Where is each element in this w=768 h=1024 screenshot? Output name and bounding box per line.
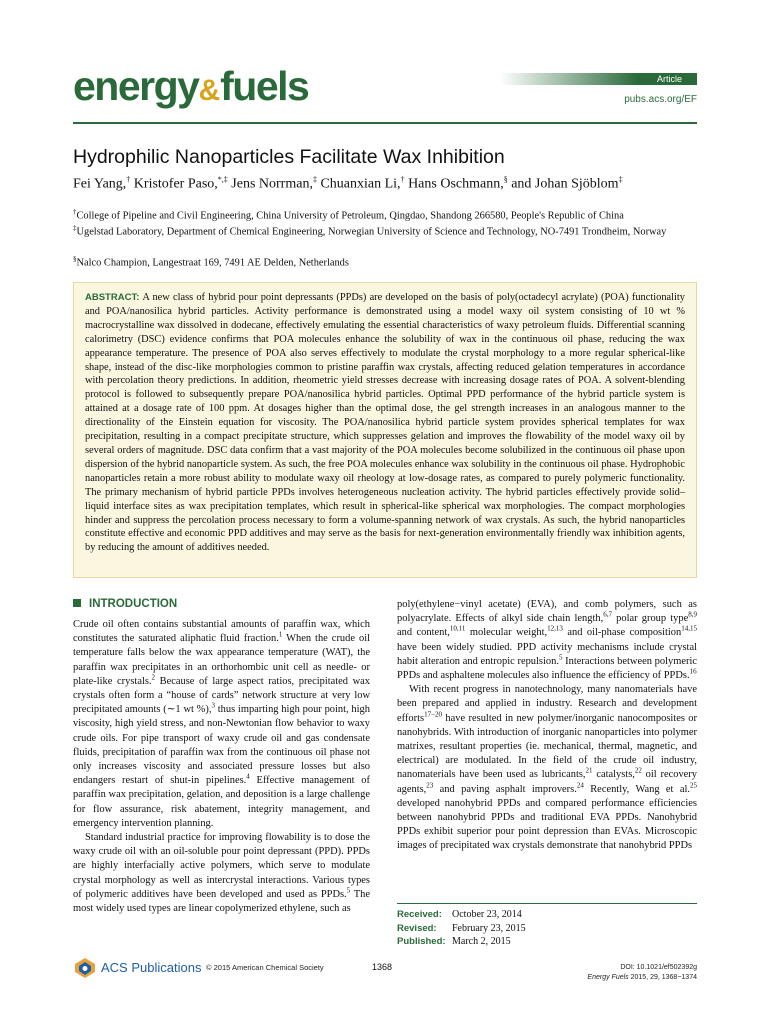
doi-citation bbox=[500, 963, 697, 983]
author-name: Chuanxian Li, bbox=[320, 176, 401, 192]
paragraph-text: have resulted in new polymer/inorganic nanocomposites or nanohybrids. With introduction of inorganic nanoparticles into polymer matrixes, resultant properties (ie. mechanical, thermal, magnetic, and electrical) are modulated. In the field of the crude oil industry, nanomaterials have been used as lubricants, bbox=[397, 712, 697, 781]
citation-ref[interactable]: 5 bbox=[346, 886, 351, 895]
citation-ref[interactable]: 21 bbox=[585, 766, 593, 775]
paragraph-text: With recent progress in nanotechnology, many nanomaterials have been prepared and applied in industry. Research and development efforts bbox=[397, 684, 697, 724]
publisher-name[interactable]: ACS Publications bbox=[101, 960, 202, 975]
logo-ampersand: & bbox=[198, 74, 221, 107]
author-affiliation-marker: † bbox=[400, 175, 405, 184]
citation-ref[interactable]: 16 bbox=[689, 667, 697, 676]
affiliation-text: College of Pipeline and Civil Engineering, China University of Petroleum, Qingdao, Shandong 266580, People's Republic of China bbox=[76, 210, 624, 222]
journal-url-link[interactable]: pubs.acs.org/EF bbox=[624, 94, 697, 105]
paragraph-text: The most widely used types are linear copolymerized ethylene, such as bbox=[73, 888, 370, 915]
paragraph-text: Crude oil often contains substantial amounts of paraffin wax, which constitutes the saturated aliphatic fluid fraction. bbox=[73, 619, 370, 645]
logo-part-fuels: fuels bbox=[220, 63, 309, 109]
author-affiliation-marker: ‡ bbox=[312, 175, 317, 184]
citation-ref[interactable]: 1 bbox=[278, 630, 283, 639]
paragraph bbox=[397, 683, 697, 853]
article-type-badge: Article bbox=[642, 73, 697, 85]
citation-ref[interactable]: 2 bbox=[151, 673, 156, 682]
citation-ref[interactable]: 23 bbox=[426, 781, 434, 790]
history-dates bbox=[397, 908, 697, 949]
paragraph-text: Because of large aspect ratios, precipitated wax crystals often form a “house of cards” network structure at very low precipitated amounts (∼1 wt %), bbox=[73, 675, 371, 716]
author-name: and Johan Sjöblom bbox=[511, 176, 619, 192]
date-revised bbox=[397, 922, 697, 936]
date-published bbox=[397, 935, 697, 949]
citation-details: 2015, 29, 1368−1374 bbox=[628, 974, 697, 981]
paragraph-text: poly(ethylene−vinyl acetate) (EVA), and comb polymers, such as polyacrylate. Effects of alkyl side chain length, bbox=[397, 599, 697, 625]
paragraph-text: Effective management of paraffin wax precipitation, gelation, and deposition is a large challenge for flow assurance, risk abatement, integrity management, and emergency intervention planning. bbox=[73, 775, 371, 829]
affiliation-2 bbox=[73, 222, 697, 238]
abstract bbox=[85, 291, 685, 555]
abstract-text: A new class of hybrid pour point depressants (PPDs) are developed on the basis of poly(octadecyl acrylate) (POA) functionality and POA/nanosilica hybrid particles. Activity performance is demonstrated using a model waxy oil system consisting of 10 wt % macrocrystalline wax dissolved in dodecane, effectively emulating the essential characteristics of waxy petroleum fluids. Differential scanning calorimetry (DSC) evidence confirms that POA molecules enhance the solubility of wax in the continuous oil phase, reducing the wax appearance temperature. The presence of POA also serves effectively to modulate the crystal morphology to a more regular spherical-like shape, instead of the disc-like morphologies common to pristine paraffin wax crystals, affecting reduced gelation temperatures in accordance with percolation theory predictions. In addition, rheometric yield stresses decrease with increasing dosage rates of POA. A solvent-blending protocol is followed to subsequently prepare POA/nanosilica hybrid particles. Optimal PPD performance of the hybrid particle system is attained at a dosage rate of 100 ppm. At dosages higher than the optimal dose, the gel strength increases in an analogous manner to the directionality of the Einstein equation for viscosity. The POA/nanosilica hybrid particle system provides spherical templates for wax precipitation, resulting in a compact precipitate structure, which suppresses gelation and improves the flowability of the model waxy oil by several orders of magnitude. DSC data confirm that a vast majority of the POA molecules become solubilized in the continuous oil phase upon dispersion of the hybrid nanoparticle system. As such, the free POA molecules enhance wax solubility in the continuous oil phase. Hydrophobic nanoparticles retain a more robust ability to modulate waxy oil rheology at low-dosage rates, as compared to purely polymeric functionality. The primary mechanism of hybrid particle PPDs involves heterogeneous nucleation activity. The hybrid particles effectively provide solid–liquid interface sites as wax precipitation templates, which result in spherical-like spherical wax morphologies. The compact morphologies hinder and suppress the percolation process necessary to form a volume-spanning network of wax crystals. As such, the hybrid nanoparticles constitute effective and economic PPD additives and may serve as the basis for next-generation environmentally friendly wax inhibition agents, by reducing the amount of additives needed. bbox=[85, 292, 685, 554]
logo-part-energy: energy bbox=[73, 63, 199, 109]
citation-ref[interactable]: 17−20 bbox=[424, 710, 443, 719]
author-name: Fei Yang, bbox=[73, 176, 127, 192]
affiliation-1 bbox=[73, 206, 697, 222]
citation-ref[interactable]: 10,11 bbox=[449, 624, 466, 633]
paragraph-text: and paving asphalt improvers. bbox=[433, 783, 577, 795]
author-affiliation-marker: ‡ bbox=[618, 175, 623, 184]
page-number: 1368 bbox=[372, 962, 393, 972]
affiliation-marker: ‡ bbox=[73, 224, 77, 232]
paragraph-text: and content, bbox=[397, 627, 450, 639]
paragraph-text: Standard industrial practice for improving flowability is to dose the waxy crude oil with an oil-soluble pour point depressant (PPD). PPDs are highly interfacially active polymers, which serve to modulate crystal morphology as well as intercrystal interactions. Various types of polymeric additives have been developed and used as PPDs. bbox=[73, 832, 370, 900]
citation-ref[interactable]: 24 bbox=[576, 781, 584, 790]
citation-journal: Energy Fuels bbox=[587, 974, 629, 981]
author-affiliation-marker: † bbox=[126, 175, 131, 184]
date-value: March 2, 2015 bbox=[452, 936, 511, 948]
paragraph bbox=[397, 598, 697, 683]
paragraph-text: thus imparting high pour point, high viscosity, high yield stress, and non-Newtonian flow behavior to waxy crude oils. For pipe transport of waxy crude oil and gas condensate fluids, precipitation of paraffin wax from the continuous oil phase not only increases viscosity and associated pressure losses but also endangers restart of shut-in pipelines. bbox=[73, 704, 370, 787]
citation-ref[interactable]: 12,13 bbox=[547, 624, 563, 633]
citation-ref[interactable]: 6,7 bbox=[603, 610, 612, 619]
affiliation-marker: § bbox=[73, 255, 77, 263]
paragraph bbox=[73, 618, 370, 831]
header-divider bbox=[73, 122, 697, 124]
paragraph-text: Interactions between polymeric PPDs and asphaltene molecules also influence the efficiency of PPDs. bbox=[397, 655, 697, 682]
body-column-right bbox=[397, 598, 697, 854]
paragraph bbox=[73, 831, 370, 916]
author-affiliation-marker: *,‡ bbox=[217, 175, 228, 184]
dates-divider bbox=[397, 903, 697, 904]
acs-logo-icon bbox=[73, 957, 97, 979]
citation-ref[interactable]: 5 bbox=[558, 653, 563, 662]
affiliation-text: Nalco Champion, Langestraat 169, 7491 AE Delden, Netherlands bbox=[76, 257, 349, 269]
citation-ref[interactable]: 25 bbox=[690, 781, 697, 790]
author-name: Jens Norrman, bbox=[231, 176, 313, 192]
abstract-label: ABSTRACT: bbox=[85, 292, 140, 303]
date-label: Published: bbox=[397, 936, 446, 948]
citation-ref[interactable]: 4 bbox=[246, 772, 250, 781]
citation-ref[interactable]: 22 bbox=[634, 766, 642, 775]
paragraph-text: catalysts, bbox=[592, 769, 635, 781]
paragraph-text: When the crude oil temperature falls below the wax appearance temperature (WAT), the paraffin wax precipitates in an orthorhombic unit cell as needle- or plate-like crystals. bbox=[73, 633, 371, 687]
section-heading-introduction bbox=[73, 598, 177, 610]
doi-link[interactable]: DOI: 10.1021/ef502392g bbox=[620, 964, 697, 971]
author-list bbox=[73, 175, 697, 193]
body-column-left bbox=[73, 618, 370, 916]
paper-title: Hydrophilic Nanoparticles Facilitate Wax Inhibition bbox=[73, 146, 505, 168]
paragraph-text: polar group type bbox=[611, 613, 689, 625]
affiliation-marker: † bbox=[73, 208, 77, 216]
paragraph-text: and oil-phase composition bbox=[562, 627, 682, 639]
citation bbox=[500, 973, 697, 983]
author-name: Hans Oschmann, bbox=[408, 176, 504, 192]
paragraph-text: Recently, Wang et al. bbox=[583, 783, 690, 795]
affiliation-3 bbox=[73, 253, 697, 269]
paragraph-text: oil recovery agents, bbox=[397, 769, 698, 795]
date-value: February 23, 2015 bbox=[452, 922, 526, 934]
paragraph-text: developed nanohybrid PPDs and compared performance efficiencies between nanohybrid PPDs and traditional EVA PPDs. Nanohybrid PPDs exhibit superior pour point depression than EVAs. Microscopic images of precipitated wax crystals demonstrate that nanohybrid PPDs bbox=[397, 797, 697, 852]
date-label: Received: bbox=[397, 909, 442, 920]
paragraph-text: molecular weight, bbox=[465, 627, 548, 639]
section-heading-text: INTRODUCTION bbox=[89, 598, 178, 610]
date-label: Revised: bbox=[397, 922, 437, 934]
author-affiliation-marker: § bbox=[503, 175, 508, 184]
date-received bbox=[397, 908, 697, 922]
section-bullet-icon bbox=[73, 599, 81, 607]
citation-ref[interactable]: 3 bbox=[211, 701, 215, 710]
citation-ref[interactable]: 14,15 bbox=[681, 624, 697, 633]
author-name: Kristofer Paso, bbox=[133, 176, 218, 192]
copyright-notice: © 2015 American Chemical Society bbox=[206, 963, 324, 972]
paragraph-text: have been widely studied. PPD activity mechanisms include crystal habit alteration and entropic repulsion. bbox=[397, 641, 697, 667]
affiliation-text: Ugelstad Laboratory, Department of Chemical Engineering, Norwegian University of Science and Technology, NO-7491 Trondheim, Norway bbox=[76, 226, 667, 238]
citation-ref[interactable]: 8,9 bbox=[688, 610, 697, 619]
date-value: October 23, 2014 bbox=[452, 909, 522, 920]
journal-logo bbox=[73, 63, 309, 109]
